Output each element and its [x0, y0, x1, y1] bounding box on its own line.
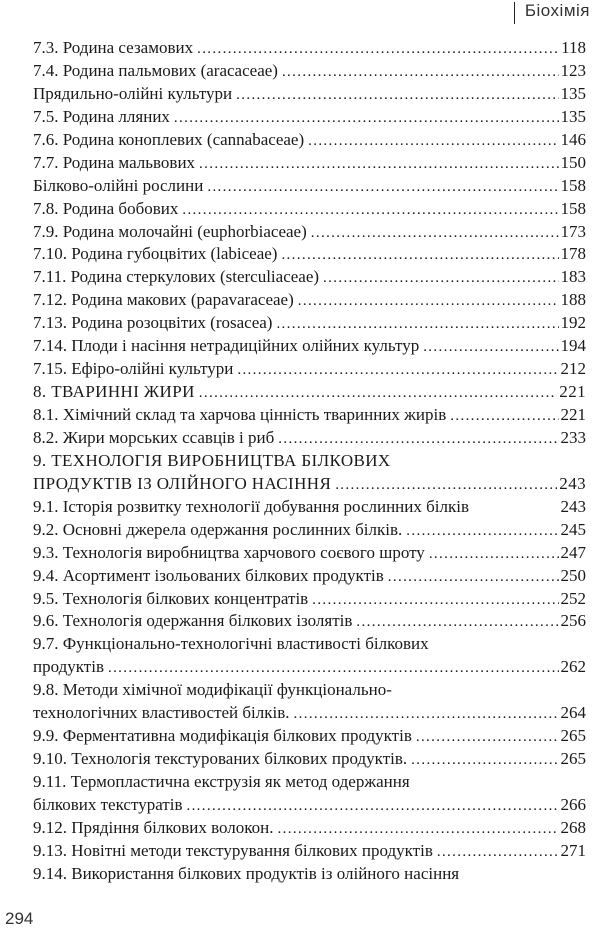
toc-entry-title: 9.2. Основні джерела одержання рослинних білків. [33, 519, 403, 539]
toc-entry-page: 221 [560, 405, 586, 424]
toc-entry-page: 173 [560, 221, 586, 241]
toc-entry [33, 702, 586, 725]
toc-leader-dots [282, 61, 559, 83]
toc-entry [33, 221, 586, 244]
toc-entry-page: 135 [560, 106, 586, 126]
toc-entry [33, 450, 586, 473]
toc-entry-title: 9.11. Термопластична екструзія як метод одержання [33, 772, 410, 791]
toc-leader-dots [406, 520, 558, 542]
toc-leader-dots [311, 222, 559, 244]
toc-entry [33, 519, 586, 542]
toc-leader-dots [182, 199, 558, 221]
toc-entry-page: 264 [560, 703, 586, 723]
toc-leader-dots [308, 130, 558, 152]
toc-entry-title: 9.12. Прядіння білкових волокон. [33, 817, 274, 837]
toc-entry-title: 9.3. Технологія виробництва харчового соєвого шроту [33, 542, 425, 562]
page-number: 294 [5, 909, 34, 928]
toc-entry-title: 9.1. Історія розвитку технології добування рослинних білків [33, 496, 469, 516]
toc-entry [33, 771, 586, 794]
toc-entry-title: 7.3. Родина сезамових [33, 38, 194, 57]
toc-entry-title: технологічних властивостей білків. [33, 703, 290, 723]
toc-leader-dots [186, 795, 558, 817]
toc-leader-dots [335, 474, 557, 496]
toc-entry [33, 37, 586, 60]
running-header [514, 0, 590, 26]
toc-entry [33, 427, 586, 450]
toc-entry [33, 289, 586, 312]
toc-entry [33, 588, 586, 611]
toc-entry-title: 9.14. Використання білкових продуктів із олійного насіння [33, 863, 460, 883]
toc-entry [33, 404, 586, 427]
toc-entry [33, 243, 586, 266]
toc-entry [33, 748, 586, 771]
toc-entry-title: 7.12. Родина макових (papavaraceae) [33, 290, 294, 310]
toc-leader-dots [197, 38, 559, 60]
toc-entry-title: 7.13. Родина розоцвітих (rosacea) [33, 313, 273, 333]
toc-entry-title: ПРОДУКТІВ ІЗ ОЛІЙНОГО НАСІННЯ [33, 473, 332, 493]
toc-entry-title: 9.4. Асортимент ізольованих білкових продуктів [33, 565, 384, 585]
toc-entry [33, 198, 586, 221]
toc-entry-title: продуктів [33, 657, 104, 677]
toc-entry-page: 221 [559, 382, 586, 402]
toc-entry-page: 146 [560, 129, 586, 149]
toc-entry-page: 150 [560, 152, 586, 172]
toc-entry-page: 266 [560, 794, 586, 814]
toc-entry [33, 817, 586, 840]
toc-leader-dots [278, 818, 559, 840]
toc-leader-dots [298, 290, 559, 312]
toc-entry [33, 610, 586, 633]
toc-entry-title: 9.13. Новітні методи текстурування білкових продуктів [33, 840, 433, 860]
toc-entry-page: 158 [560, 175, 586, 195]
toc-entry-title: 8.1. Хімічний склад та харчова цінність тваринних жирів [33, 405, 447, 424]
toc-entry-page: 194 [560, 336, 586, 356]
toc-entry-page: 243 [560, 496, 586, 516]
toc-entry-title: 9.6. Технологія одержання білкових ізолятів [33, 611, 353, 631]
toc-entry-page: 188 [560, 290, 586, 310]
toc-entry-page: 178 [560, 244, 586, 264]
toc-leader-dots [108, 657, 559, 679]
toc-entry [33, 358, 586, 381]
toc-entry-title: 7.8. Родина бобових [33, 198, 179, 218]
toc-leader-dots [388, 566, 559, 588]
toc-entry-page: 158 [560, 198, 586, 218]
toc-entry [33, 840, 586, 863]
toc-entry-page: 256 [560, 611, 586, 631]
toc-entry-title: білкових текстуратів [33, 794, 183, 814]
running-title: Біохімія [524, 1, 590, 20]
toc-entry-title: 9.8. Методи хімічної модифікації функціонально- [33, 680, 392, 700]
toc-leader-dots [199, 382, 558, 404]
toc-entry-title: 9. ТЕХНОЛОГІЯ ВИРОБНИЦТВА БІЛКОВИХ [33, 450, 391, 470]
toc-entry-title: 8.2. Жири морських ссавців і риб [33, 427, 275, 447]
toc-entry-page: 118 [561, 38, 586, 57]
toc-leader-dots [423, 336, 558, 358]
toc-entry [33, 565, 586, 588]
toc-entry-page: 265 [560, 749, 586, 769]
toc-entry-title: 7.9. Родина молочайні (euphorbiaceae) [33, 221, 307, 241]
toc-entry [33, 60, 586, 83]
toc-entry-page: 233 [560, 427, 586, 447]
toc-entry-page: 262 [560, 657, 586, 677]
toc-entry-title: Прядильно-олійні культури [33, 83, 233, 103]
toc-entry-page: 212 [560, 359, 586, 379]
toc-entry-title: 9.5. Технологія білкових концентратів [33, 588, 309, 608]
toc-entry [33, 335, 586, 358]
toc-leader-dots [437, 841, 559, 863]
toc-leader-dots [411, 749, 558, 771]
toc-entry [33, 863, 586, 886]
toc-entry-title: 9.9. Ферментативна модифікація білкових продуктів [33, 726, 412, 746]
toc-leader-dots [281, 244, 558, 266]
toc-entry [33, 129, 586, 152]
toc-entry-page: 252 [560, 588, 586, 608]
toc-leader-dots [312, 589, 558, 611]
toc-leader-dots [450, 405, 558, 427]
toc-leader-dots [323, 267, 558, 289]
toc-entry-title: 9.7. Функціонально-технологічні властивості білкових [33, 634, 429, 654]
toc-entry-page: 135 [560, 83, 586, 103]
toc-leader-dots [429, 543, 559, 565]
toc-entry-page: 247 [560, 542, 586, 562]
toc-leader-dots [294, 703, 559, 725]
toc-entry-title: Білково-олійні рослини [33, 175, 204, 195]
toc-entry [33, 381, 586, 404]
toc-entry-page: 265 [560, 726, 586, 746]
toc-entry-page: 245 [560, 519, 586, 539]
toc-entry [33, 473, 586, 496]
toc-entry-title: 7.10. Родина губоцвітих (labiceae) [33, 244, 278, 264]
toc-entry [33, 266, 586, 289]
toc-leader-dots [276, 313, 558, 335]
toc-entry-title: 7.7. Родина мальвових [33, 152, 196, 172]
toc-entry-page: 271 [560, 840, 586, 860]
toc-leader-dots [236, 84, 558, 106]
toc-leader-dots [199, 153, 558, 175]
toc-entry [33, 83, 586, 106]
toc-entry [33, 656, 586, 679]
toc-entry [33, 152, 586, 175]
toc-entry-title: 7.4. Родина пальмових (aracaceae) [33, 60, 278, 80]
toc-leader-dots [207, 176, 558, 198]
toc-entry [33, 496, 586, 519]
header-divider [514, 2, 515, 24]
toc-leader-dots [356, 611, 558, 633]
toc-entry-page: 192 [560, 313, 586, 333]
toc-entry-title: 7.15. Ефіро-олійні культури [33, 359, 234, 379]
toc-entry-page: 183 [560, 267, 586, 287]
toc-entry [33, 794, 586, 817]
toc-entry [33, 312, 586, 335]
toc-entry [33, 542, 586, 565]
toc-entry-page: 123 [560, 60, 586, 80]
toc-entry-title: 7.14. Плоди і насіння нетрадиційних олійних культур [33, 336, 420, 356]
toc-entry [33, 679, 586, 702]
toc-entry-page: 250 [560, 565, 586, 585]
table-of-contents [33, 37, 586, 886]
toc-entry [33, 633, 586, 656]
toc-entry-page: 268 [560, 817, 586, 837]
toc-entry [33, 175, 586, 198]
toc-leader-dots [174, 107, 559, 129]
toc-entry [33, 725, 586, 748]
toc-entry-title: 9.10. Технологія текстурованих білкових продуктів. [33, 749, 408, 769]
toc-leader-dots [416, 726, 559, 748]
toc-entry-title: 8. ТВАРИННІ ЖИРИ [33, 382, 195, 402]
toc-entry-title: 7.5. Родина лляних [33, 106, 170, 126]
toc-entry-title: 7.6. Родина коноплевих (cannabaceae) [33, 129, 305, 149]
toc-entry-page: 243 [559, 473, 586, 493]
toc-entry-title: 7.11. Родина стеркулових (sterculiaceae) [33, 267, 320, 287]
toc-leader-dots [278, 428, 558, 450]
toc-leader-dots [237, 359, 558, 381]
toc-entry [33, 106, 586, 129]
